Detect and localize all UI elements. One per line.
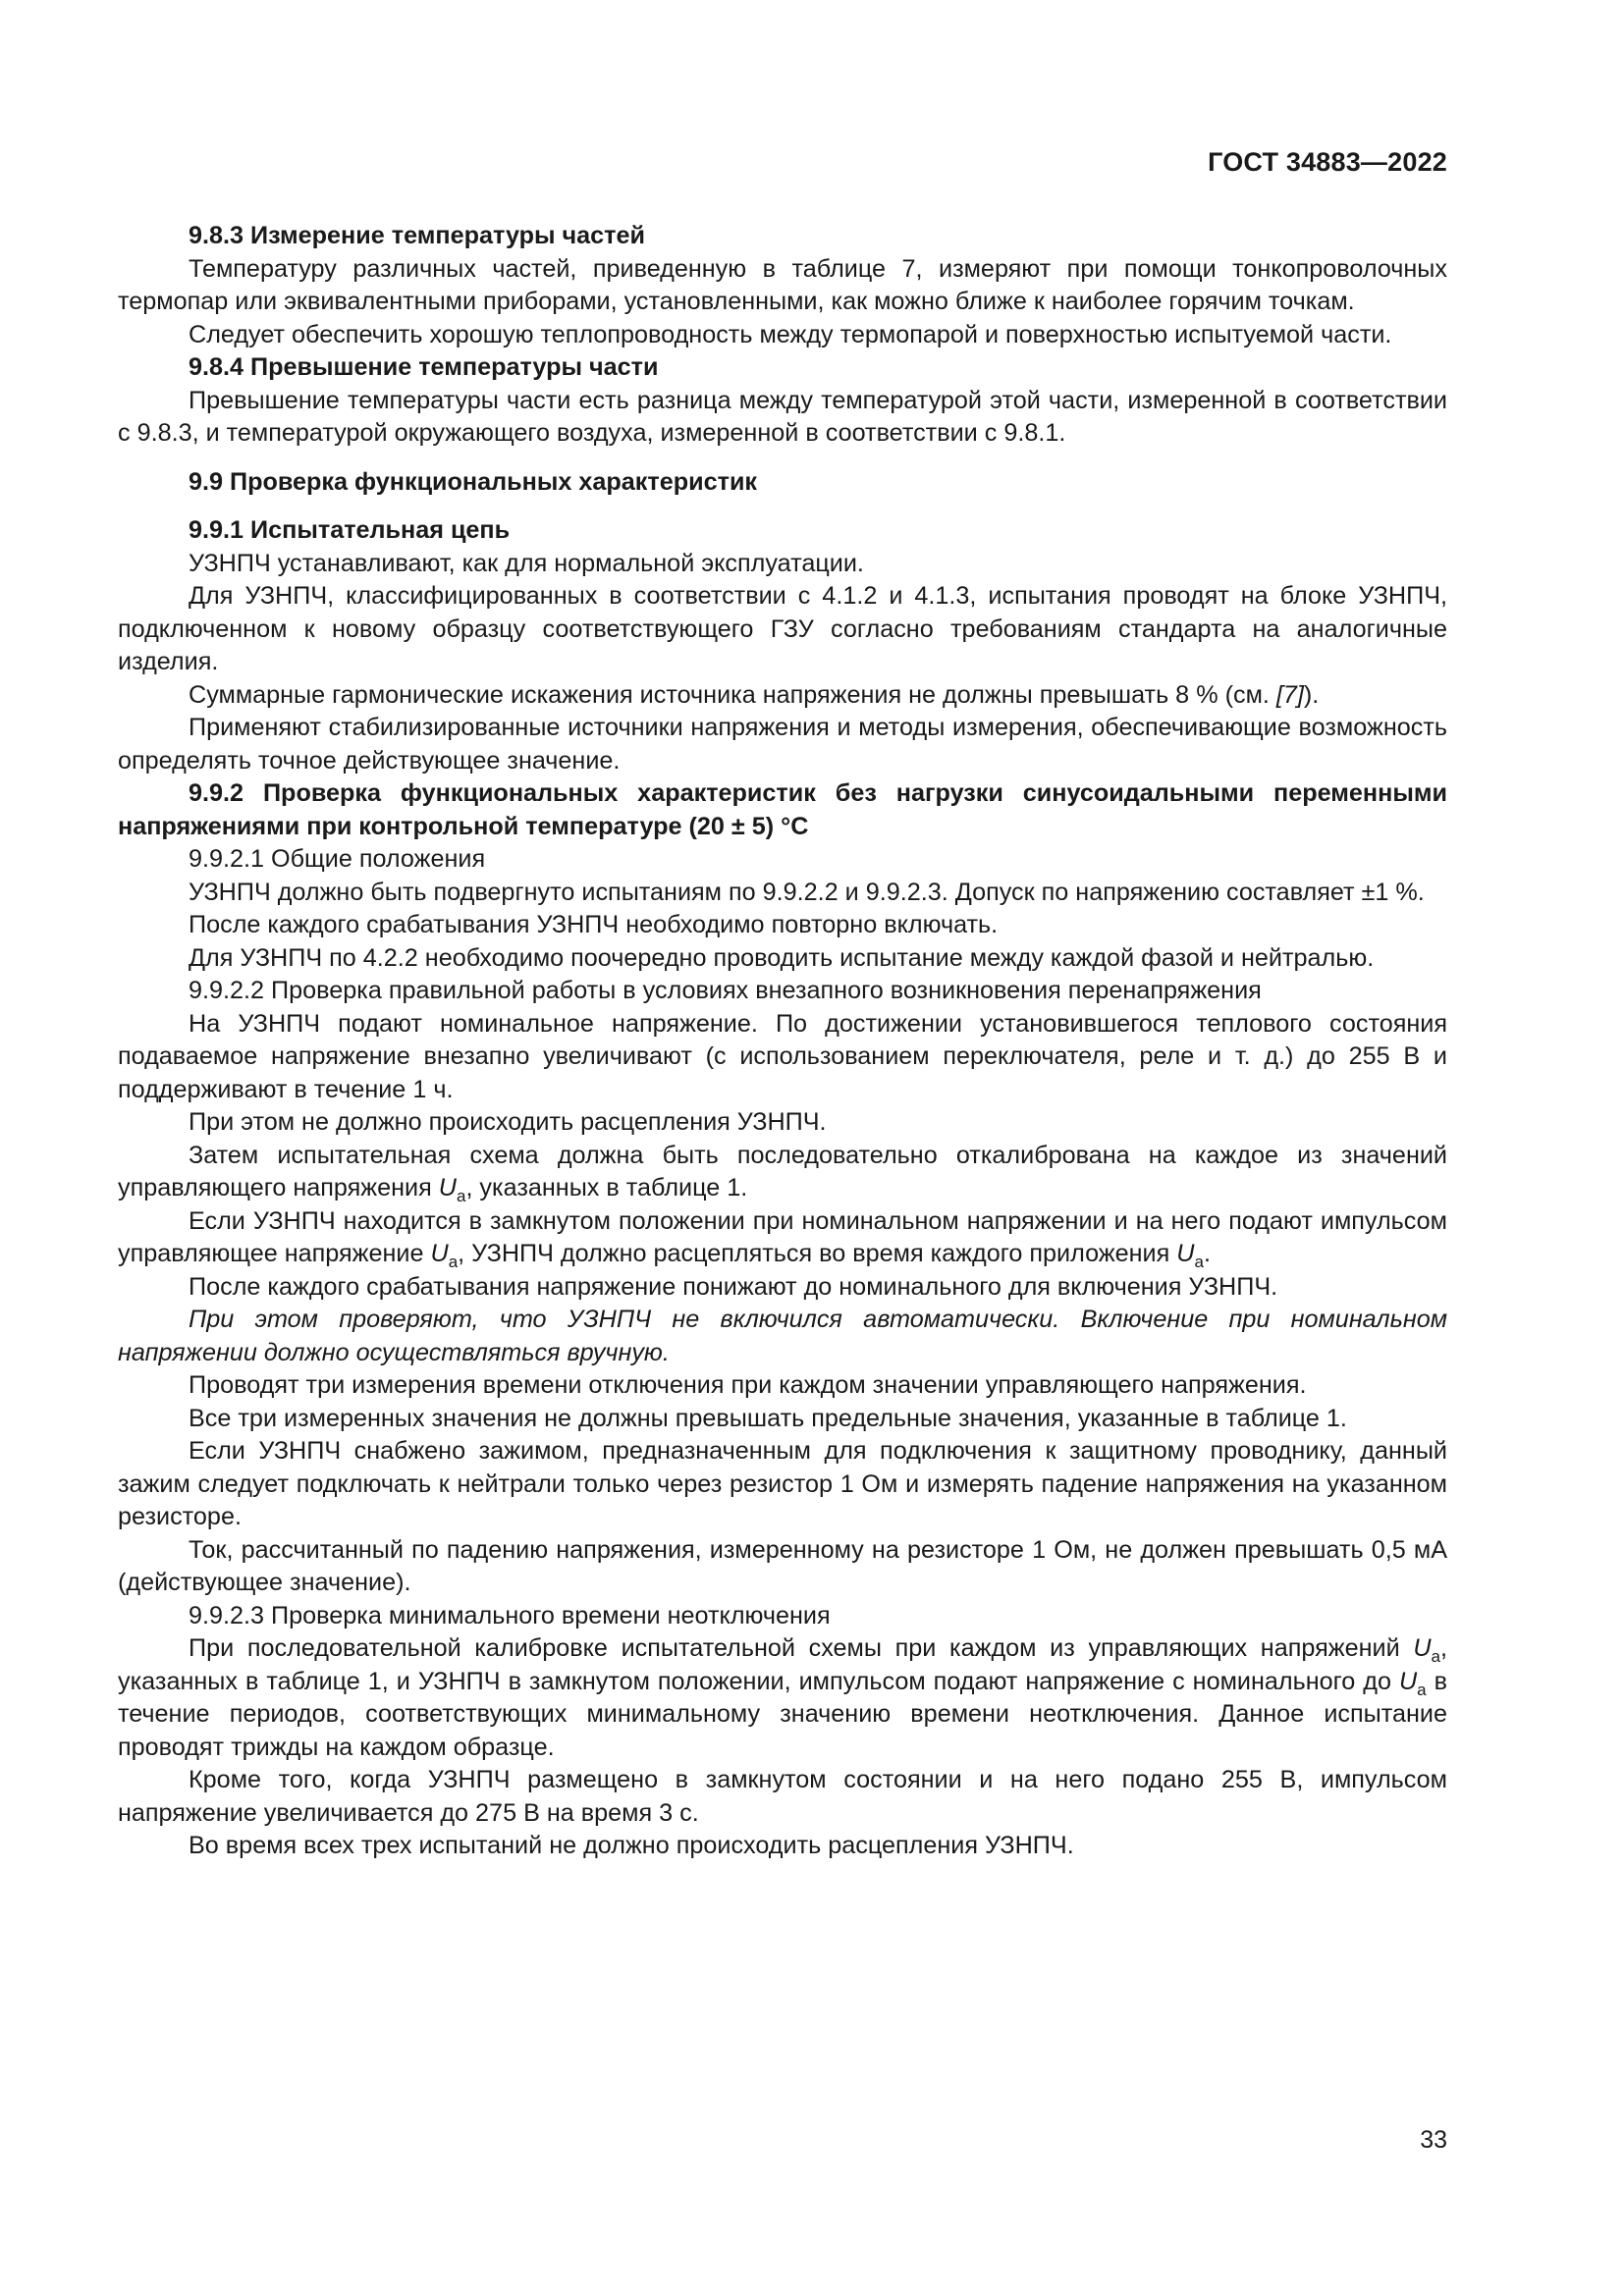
paragraph: Для УЗНПЧ по 4.2.2 необходимо поочередно проводить испытание между каждой фазой и нейтралью. (189, 943, 1375, 972)
paragraph: Проводят три измерения времени отключения при каждом значении управляющего напряжения. (189, 1371, 1307, 1399)
standard-designation: ГОСТ 34883—2022 (1208, 147, 1447, 177)
text-run: Затем испытательная схема должна быть последовательно откалибрована на каждое из значений управляющего напряжения (118, 1141, 1447, 1201)
subsection-heading-9-9-2-3: 9.9.2.3 Проверка минимального времени неотключения (189, 1601, 831, 1629)
section-heading-9-8-4: 9.8.4 Превышение температуры части (189, 353, 659, 381)
symbol-subscript-a: a (1194, 1253, 1204, 1271)
text-run: Если УЗНПЧ находится в замкнутом положении при номинальном напряжении и на него подают импульсом управляющее напряжение (118, 1206, 1447, 1267)
paragraph: После каждого срабатывания УЗНПЧ необходимо повторно включать. (189, 911, 999, 938)
section-heading-9-8-3: 9.8.3 Измерение температуры частей (189, 222, 646, 249)
paragraph (118, 1140, 1447, 1205)
text-run: в течение периодов, соответствующих минимальному значению времени неотключения. Данное испытание проводят трижды на каждом образце. (118, 1667, 1447, 1761)
symbol-u: U (1413, 1634, 1432, 1662)
paragraph (118, 1632, 1447, 1764)
text-run: ). (1303, 680, 1320, 709)
paragraph: Превышение температуры части есть разница между температурой этой части, измеренной в соответствии с 9.8.3, и температурой окружающего воздуха, измеренной в соответствии с 9.8.1. (118, 386, 1447, 447)
paragraph: Все три измеренных значения не должны превышать предельные значения, указанные в таблице 1. (189, 1404, 1347, 1432)
section-heading-9-9-2: 9.9.2 Проверка функциональных характеристик без нагрузки синусоидальными переменными напряжениями при контрольной температуре (20 ± 5) °С (118, 779, 1447, 840)
symbol-u: U (430, 1240, 449, 1267)
paragraph: УЗНПЧ устанавливают, как для нормальной эксплуатации. (189, 549, 864, 577)
symbol-subscript-a: a (448, 1253, 459, 1271)
section-heading-9-9-1: 9.9.1 Испытательная цепь (189, 516, 511, 544)
paragraph: Кроме того, когда УЗНПЧ размещено в замкнутом состоянии и на него подано 255 В, импульсом напряжение увеличивается до 275 В на время 3 с. (118, 1766, 1447, 1827)
bibliography-reference: [7] (1275, 680, 1304, 709)
symbol-u: U (1398, 1667, 1418, 1695)
text-run: , указанных в таблице 1. (465, 1174, 748, 1201)
paragraph: При этом не должно происходить расцепления УЗНПЧ. (189, 1108, 827, 1136)
italic-note: При этом проверяют, что УЗНПЧ не включился автоматически. Включение при номинальном напряжении должно осуществляться вручную. (118, 1306, 1447, 1366)
paragraph: Следует обеспечить хорошую теплопроводность между термопарой и поверхностью испытуемой части. (189, 320, 1392, 348)
text-run: . (1203, 1240, 1211, 1267)
paragraph: УЗНПЧ должно быть подвергнуто испытаниям по 9.9.2.2 и 9.9.2.3. Допуск по напряжению составляет ±1 %. (189, 878, 1425, 906)
paragraph: Во время всех трех испытаний не должно происходить расцепления УЗНПЧ. (189, 1832, 1074, 1859)
paragraph: Температуру различных частей, приведенную в таблице 7, измеряют при помощи тонкопроволочных термопар или эквивалентными приборами, установленными, как можно ближе к наиболее горячим точкам. (118, 254, 1447, 315)
subsection-heading-9-9-2-1: 9.9.2.1 Общие положения (189, 845, 486, 873)
symbol-subscript-a: a (1417, 1680, 1427, 1699)
paragraph: Для УЗНПЧ, классифицированных в соответствии с 4.1.2 и 4.1.3, испытания проводят на блоке УЗНПЧ, подключенном к новому образцу соответствующего ГЗУ согласно требованиям стандарта на аналогичные изделия. (118, 582, 1447, 675)
paragraph (118, 1205, 1447, 1271)
paragraph: Ток, рассчитанный по падению напряжения, измеренному на резисторе 1 Ом, не должен превышать 0,5 мА (действующее значение). (118, 1535, 1447, 1596)
symbol-u: U (438, 1174, 457, 1201)
paragraph: Если УЗНПЧ снабжено зажимом, предназначенным для подключения к защитному проводнику, данный зажим следует подключать к нейтрали только через резистор 1 Ом и измерять падение напряжения на указанном резисторе. (118, 1437, 1447, 1530)
text-run: , указанных в таблице 1, и УЗНПЧ в замкнутом положении, импульсом подают напряжение с номинального до (118, 1634, 1447, 1695)
symbol-subscript-a: a (456, 1187, 466, 1205)
paragraph: Применяют стабилизированные источники напряжения и методы измерения, обеспечивающие возможность определять точное действующее значение. (118, 714, 1447, 774)
subsection-heading-9-9-2-2: 9.9.2.2 Проверка правильной работы в условиях внезапного возникновения перенапряжения (189, 977, 1262, 1004)
text-run: При последовательной калибровке испытательной схемы при каждом из управляющих напряжений (189, 1634, 1414, 1662)
paragraph (118, 679, 1447, 713)
document-body (118, 220, 1447, 1863)
paragraph: После каждого срабатывания напряжение понижают до номинального для включения УЗНПЧ. (189, 1272, 1278, 1301)
page-number: 33 (1420, 2126, 1447, 2154)
paragraph: На УЗНПЧ подают номинальное напряжение. По достижении установившегося теплового состояния подаваемое напряжение внезапно увеличивают (с использованием переключателя, реле и т. д.) до 255 В и поддерживают в течение 1 ч. (118, 1009, 1447, 1103)
section-heading-9-9: 9.9 Проверка функциональных характеристик (189, 467, 758, 496)
symbol-subscript-a: a (1431, 1647, 1440, 1666)
text-run: Суммарные гармонические искажения источника напряжения не должны превышать 8 % (см. (189, 680, 1276, 709)
text-run: , УЗНПЧ должно расцепляться во время каждого приложения (458, 1240, 1177, 1267)
symbol-u: U (1176, 1240, 1195, 1267)
